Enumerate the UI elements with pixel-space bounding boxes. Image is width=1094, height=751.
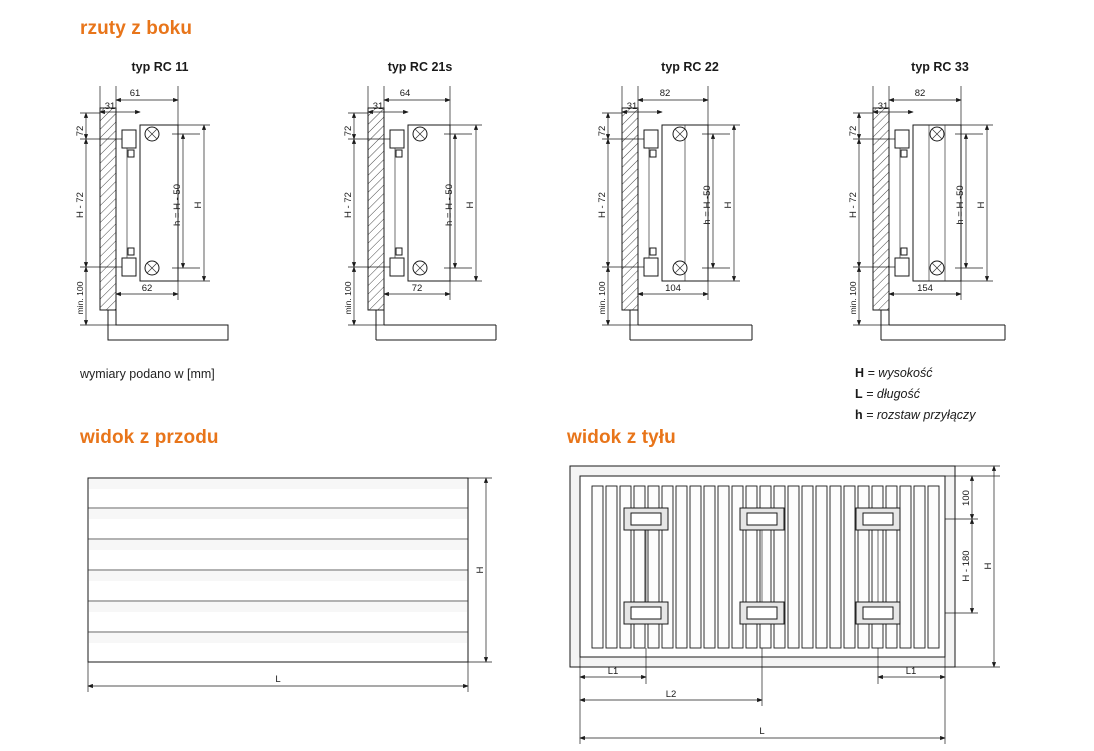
side-view-rc21s (343, 86, 496, 340)
dim-rc33-top-outer: 82 (914, 88, 926, 99)
dim-rc33-top-inner: 31 (877, 101, 889, 112)
side-view-rc22 (597, 86, 752, 340)
dim-rc22-left-top: 72 (597, 125, 608, 137)
back-view-mid-label: H - 180 (961, 550, 972, 582)
type-title-rc33: typ RC 33 (911, 60, 969, 74)
type-title-rc11: typ RC 11 (131, 60, 189, 74)
dim-rc33-inner-vert: h = H -50 (955, 185, 966, 225)
legend-symbol-H: H (855, 366, 865, 380)
dim-rc22-inner-vert: h = H -50 (702, 185, 713, 225)
section-title-side-views: rzuty z boku (80, 18, 193, 39)
dim-rc21s-top-inner: 31 (372, 101, 384, 112)
dim-rc22-outer-vert: H (723, 201, 734, 209)
type-title-rc22: typ RC 22 (661, 60, 719, 74)
dim-rc21s-top-outer: 64 (399, 88, 411, 99)
dim-rc33-outer-vert: H (976, 201, 987, 209)
dim-rc21s-outer-vert: H (465, 201, 476, 209)
back-view-height-label: H (983, 562, 994, 570)
dim-rc22-bottom: 104 (665, 283, 681, 294)
back-view-l2-label: L2 (665, 689, 677, 700)
front-view (88, 478, 492, 692)
dim-rc11-inner-vert: h = H - 50 (172, 184, 183, 226)
legend-text-L: = długość (866, 387, 920, 401)
side-view-rc11 (75, 86, 228, 340)
dim-rc11-left-top: 72 (75, 125, 86, 137)
legend-text-h: = rozstaw przyłączy (866, 408, 976, 422)
dim-rc21s-left-bottom: min. 100 (343, 281, 353, 315)
dim-rc21s-left-mid: H - 72 (343, 192, 354, 218)
dim-rc11-left-bottom: min. 100 (75, 281, 85, 315)
section-title-front-view: widok z przodu (80, 427, 219, 448)
back-view-l1-right: L1 (905, 666, 917, 677)
units-note: wymiary podano w [mm] (80, 367, 215, 381)
dim-rc33-left-mid: H - 72 (848, 192, 859, 218)
dim-rc11-top-inner: 31 (104, 101, 116, 112)
dim-rc33-left-bottom: min. 100 (848, 281, 858, 315)
dim-rc11-left-mid: H - 72 (75, 192, 86, 218)
side-view-rc33 (848, 86, 1005, 340)
dim-rc33-left-top: 72 (848, 125, 859, 137)
dim-rc22-left-mid: H - 72 (597, 192, 608, 218)
dim-rc22-top-inner: 31 (626, 101, 638, 112)
dim-rc21s-inner-vert: h = H - 50 (444, 184, 455, 226)
dim-rc33-bottom: 154 (917, 283, 933, 294)
legend-symbol-L: L (855, 387, 863, 401)
front-view-height-label: H (475, 566, 486, 574)
front-view-length-label: L (275, 674, 281, 685)
back-view (570, 466, 1000, 744)
legend-text-H: = wysokość (867, 366, 933, 380)
dim-rc11-top-outer: 61 (129, 88, 141, 99)
dim-rc22-top-outer: 82 (659, 88, 671, 99)
dim-rc22-left-bottom: min. 100 (597, 281, 607, 315)
back-view-top-label: 100 (961, 490, 972, 506)
type-title-rc21s: typ RC 21s (387, 60, 453, 74)
dim-rc11-outer-vert: H (193, 201, 204, 209)
section-title-back-view: widok z tyłu (567, 427, 676, 448)
back-view-length-label: L (759, 726, 765, 737)
back-view-l1-left: L1 (607, 666, 619, 677)
dim-rc21s-left-top: 72 (343, 125, 354, 137)
legend-symbol-h: h (855, 408, 863, 422)
dim-rc21s-bottom: 72 (411, 283, 423, 294)
dim-rc11-bottom: 62 (141, 283, 153, 294)
